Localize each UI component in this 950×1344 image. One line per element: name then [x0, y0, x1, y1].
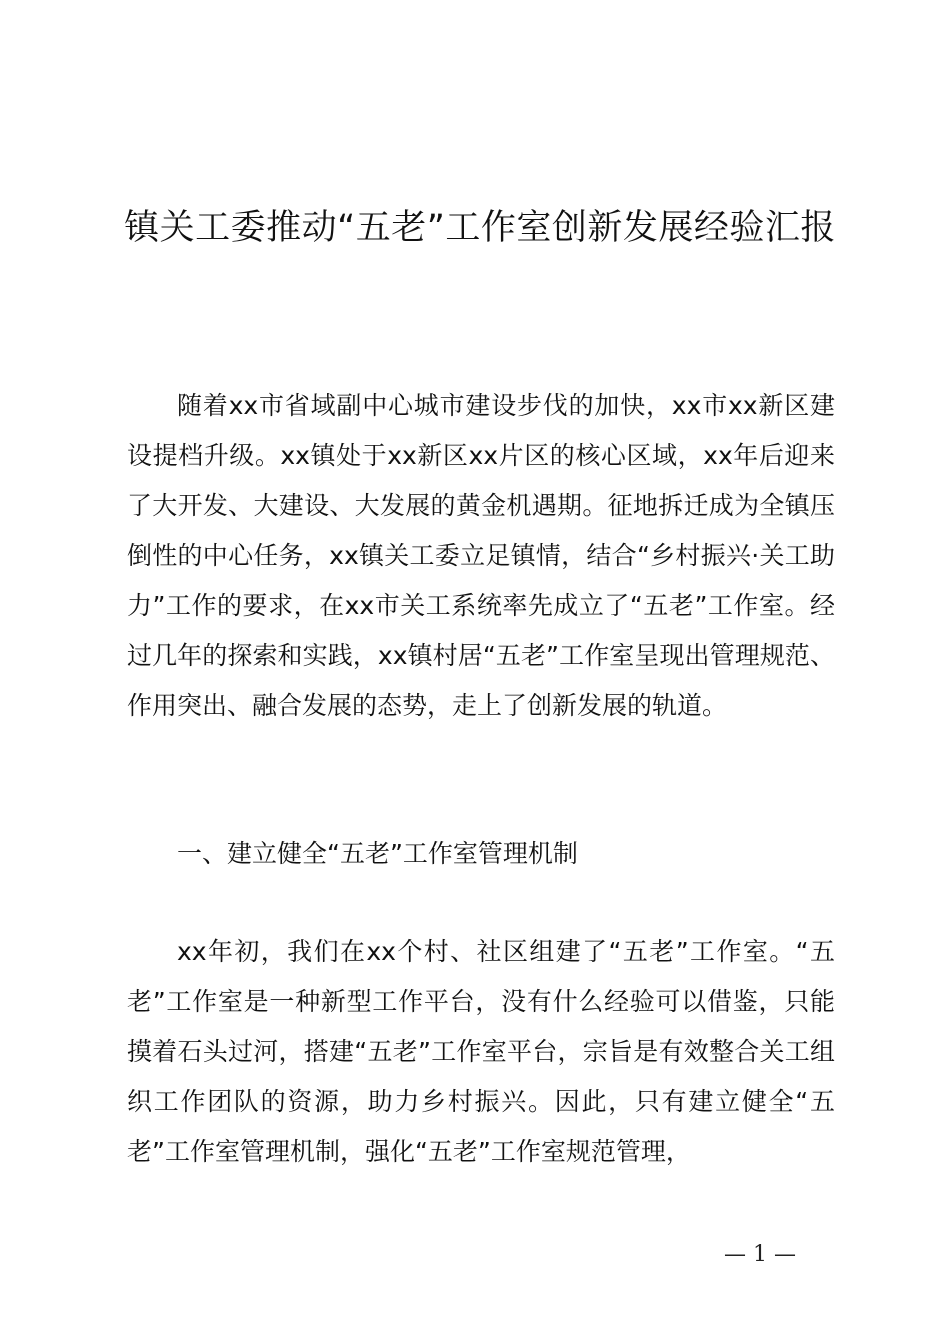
section-paragraph: xx年初，我们在xx个村、社区组建了“五老”工作室。“五老”工作室是一种新型工作平台，没有什么经验可以借鉴，只能摸着石头过河，搭建“五老”工作室平台，宗旨是有效整合关工组织工作团队的资源，助力乡村振兴。因此，只有建立健全“五老”工作室管理机制，强化“五老”工作室规范管理， [127, 937, 835, 1166]
section-heading: 一、建立健全“五老”工作室管理机制 [177, 839, 578, 868]
page-number: — 1 — [724, 1242, 796, 1267]
document-title: 镇关工委推动“五老”工作室创新发展经验汇报 [124, 208, 836, 249]
intro-paragraph: 随着xx市省域副中心城市建设步伐的加快，xx市xx新区建设提档升级。xx镇处于xx新区xx片区的核心区域，xx年后迎来了大开发、大建设、大发展的黄金机遇期。征地拆迁成为全镇压倒性的中心任务，xx镇关工委立足镇情，结合“乡村振兴·关工助力”工作的要求，在xx市关工系统率先成立了“五老”工作室。经过几年的探索和实践，xx镇村居“五老”工作室呈现出管理规范、作用突出、融合发展的态势，走上了创新发展的轨道。 [127, 391, 835, 720]
